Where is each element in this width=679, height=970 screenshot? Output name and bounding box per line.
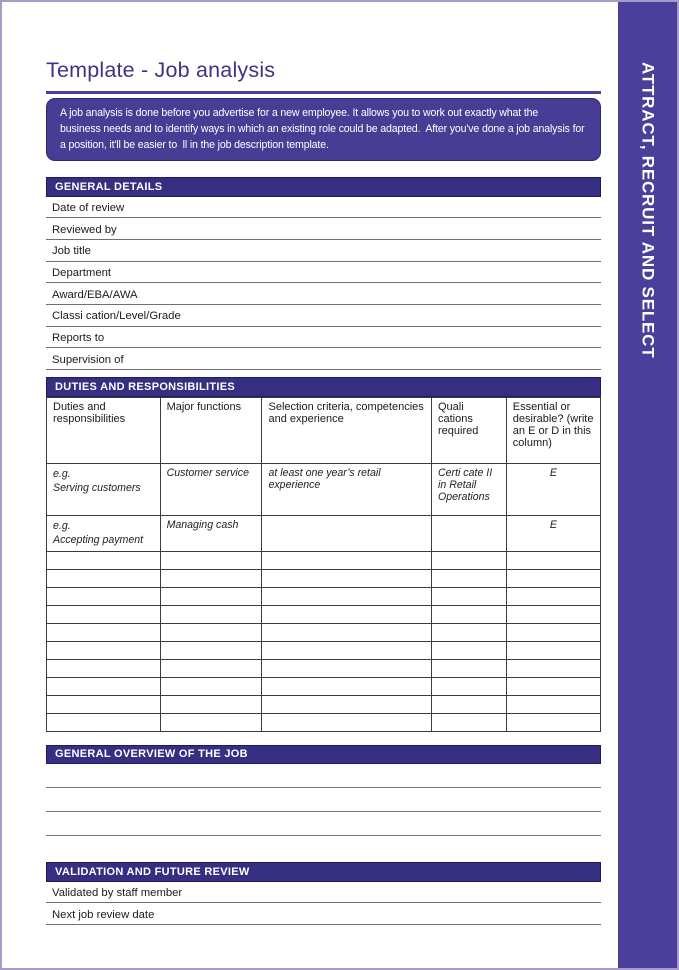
field-row-department — [46, 262, 601, 284]
cell-selection-criteria: at least one year’s retail experience — [262, 463, 432, 515]
page-title: Template - Job analysis — [46, 58, 276, 82]
cell-essential: E — [506, 515, 600, 551]
intro-text-line: a position, it'll be easier to ll in the job description template. — [60, 138, 329, 151]
field-label: Reports to — [52, 332, 105, 345]
form-content — [46, 2, 601, 925]
field-label: Department — [52, 267, 112, 280]
field-row-classification — [46, 305, 601, 327]
table-row-empty — [47, 551, 601, 569]
table-row-empty — [47, 659, 601, 677]
field-label: Classi cation/Level/Grade — [52, 310, 181, 323]
field-row-next-review-date — [46, 903, 601, 925]
column-header-selection-criteria: Selection criteria, competencies and experience — [262, 397, 432, 463]
title-divider — [46, 91, 601, 94]
cell-text: e.g. — [53, 467, 71, 480]
cell-duty — [47, 515, 161, 551]
cell-qualification — [432, 515, 507, 551]
cell-selection-criteria — [262, 515, 432, 551]
field-row-job-title — [46, 240, 601, 262]
field-row-date-of-review — [46, 197, 601, 219]
table-row-empty — [47, 623, 601, 641]
cell-text: Serving customers — [53, 482, 141, 495]
table-row — [47, 515, 601, 551]
field-row-validated-by — [46, 882, 601, 904]
section-header-validation: VALIDATION AND FUTURE REVIEW — [46, 862, 601, 882]
cell-duty — [47, 463, 161, 515]
table-row-empty — [47, 569, 601, 587]
cell-qualification: Certi cate II in Retail Operations — [432, 463, 507, 515]
table-header-row — [47, 397, 601, 463]
table-row-empty — [47, 713, 601, 731]
cell-essential: E — [506, 463, 600, 515]
table-row — [47, 463, 601, 515]
field-label: Next job review date — [52, 908, 155, 921]
field-label: Supervision of — [52, 353, 124, 366]
cell-major-function: Managing cash — [160, 515, 262, 551]
field-label: Reviewed by — [52, 223, 117, 236]
field-label: Date of review — [52, 201, 125, 214]
table-row-empty — [47, 605, 601, 623]
field-row-reviewed-by — [46, 218, 601, 240]
column-header-essential-desirable: Essential or desirable? (write an E or D in this column) — [506, 397, 600, 463]
blank-write-line — [46, 764, 601, 788]
side-tab-label: ATTRACT, RECRUIT AND SELECT — [638, 62, 658, 359]
field-label: Validated by staff member — [52, 886, 183, 899]
table-row-empty — [47, 641, 601, 659]
column-header-major-functions: Major functions — [160, 397, 262, 463]
duties-table — [46, 397, 601, 732]
table-row-empty — [47, 695, 601, 713]
field-row-award — [46, 283, 601, 305]
field-row-reports-to — [46, 327, 601, 349]
field-label: Job title — [52, 245, 91, 258]
blank-write-line — [46, 788, 601, 812]
field-row-supervision-of — [46, 348, 601, 370]
blank-write-line — [46, 812, 601, 836]
cell-text: Accepting payment — [53, 534, 144, 547]
cell-text: e.g. — [53, 519, 71, 532]
column-header-qualifications: Quali cations required — [432, 397, 507, 463]
column-header-duties: Duties and responsibilities — [47, 397, 161, 463]
table-row-empty — [47, 587, 601, 605]
table-row-empty — [47, 677, 601, 695]
intro-panel — [46, 98, 601, 162]
intro-text-line: business needs and to identify ways in which an existing role could be adapted. After you've done a job analysis for — [60, 122, 585, 135]
section-header-general-details: GENERAL DETAILS — [46, 177, 601, 197]
side-tab — [618, 2, 677, 968]
section-header-overview: GENERAL OVERVIEW OF THE JOB — [46, 745, 601, 765]
section-header-duties: DUTIES AND RESPONSIBILITIES — [46, 377, 601, 397]
field-label: Award/EBA/AWA — [52, 288, 138, 301]
cell-major-function: Customer service — [160, 463, 262, 515]
intro-text-line: A job analysis is done before you advertise for a new employee. It allows you to work out exactly what the — [60, 106, 539, 119]
